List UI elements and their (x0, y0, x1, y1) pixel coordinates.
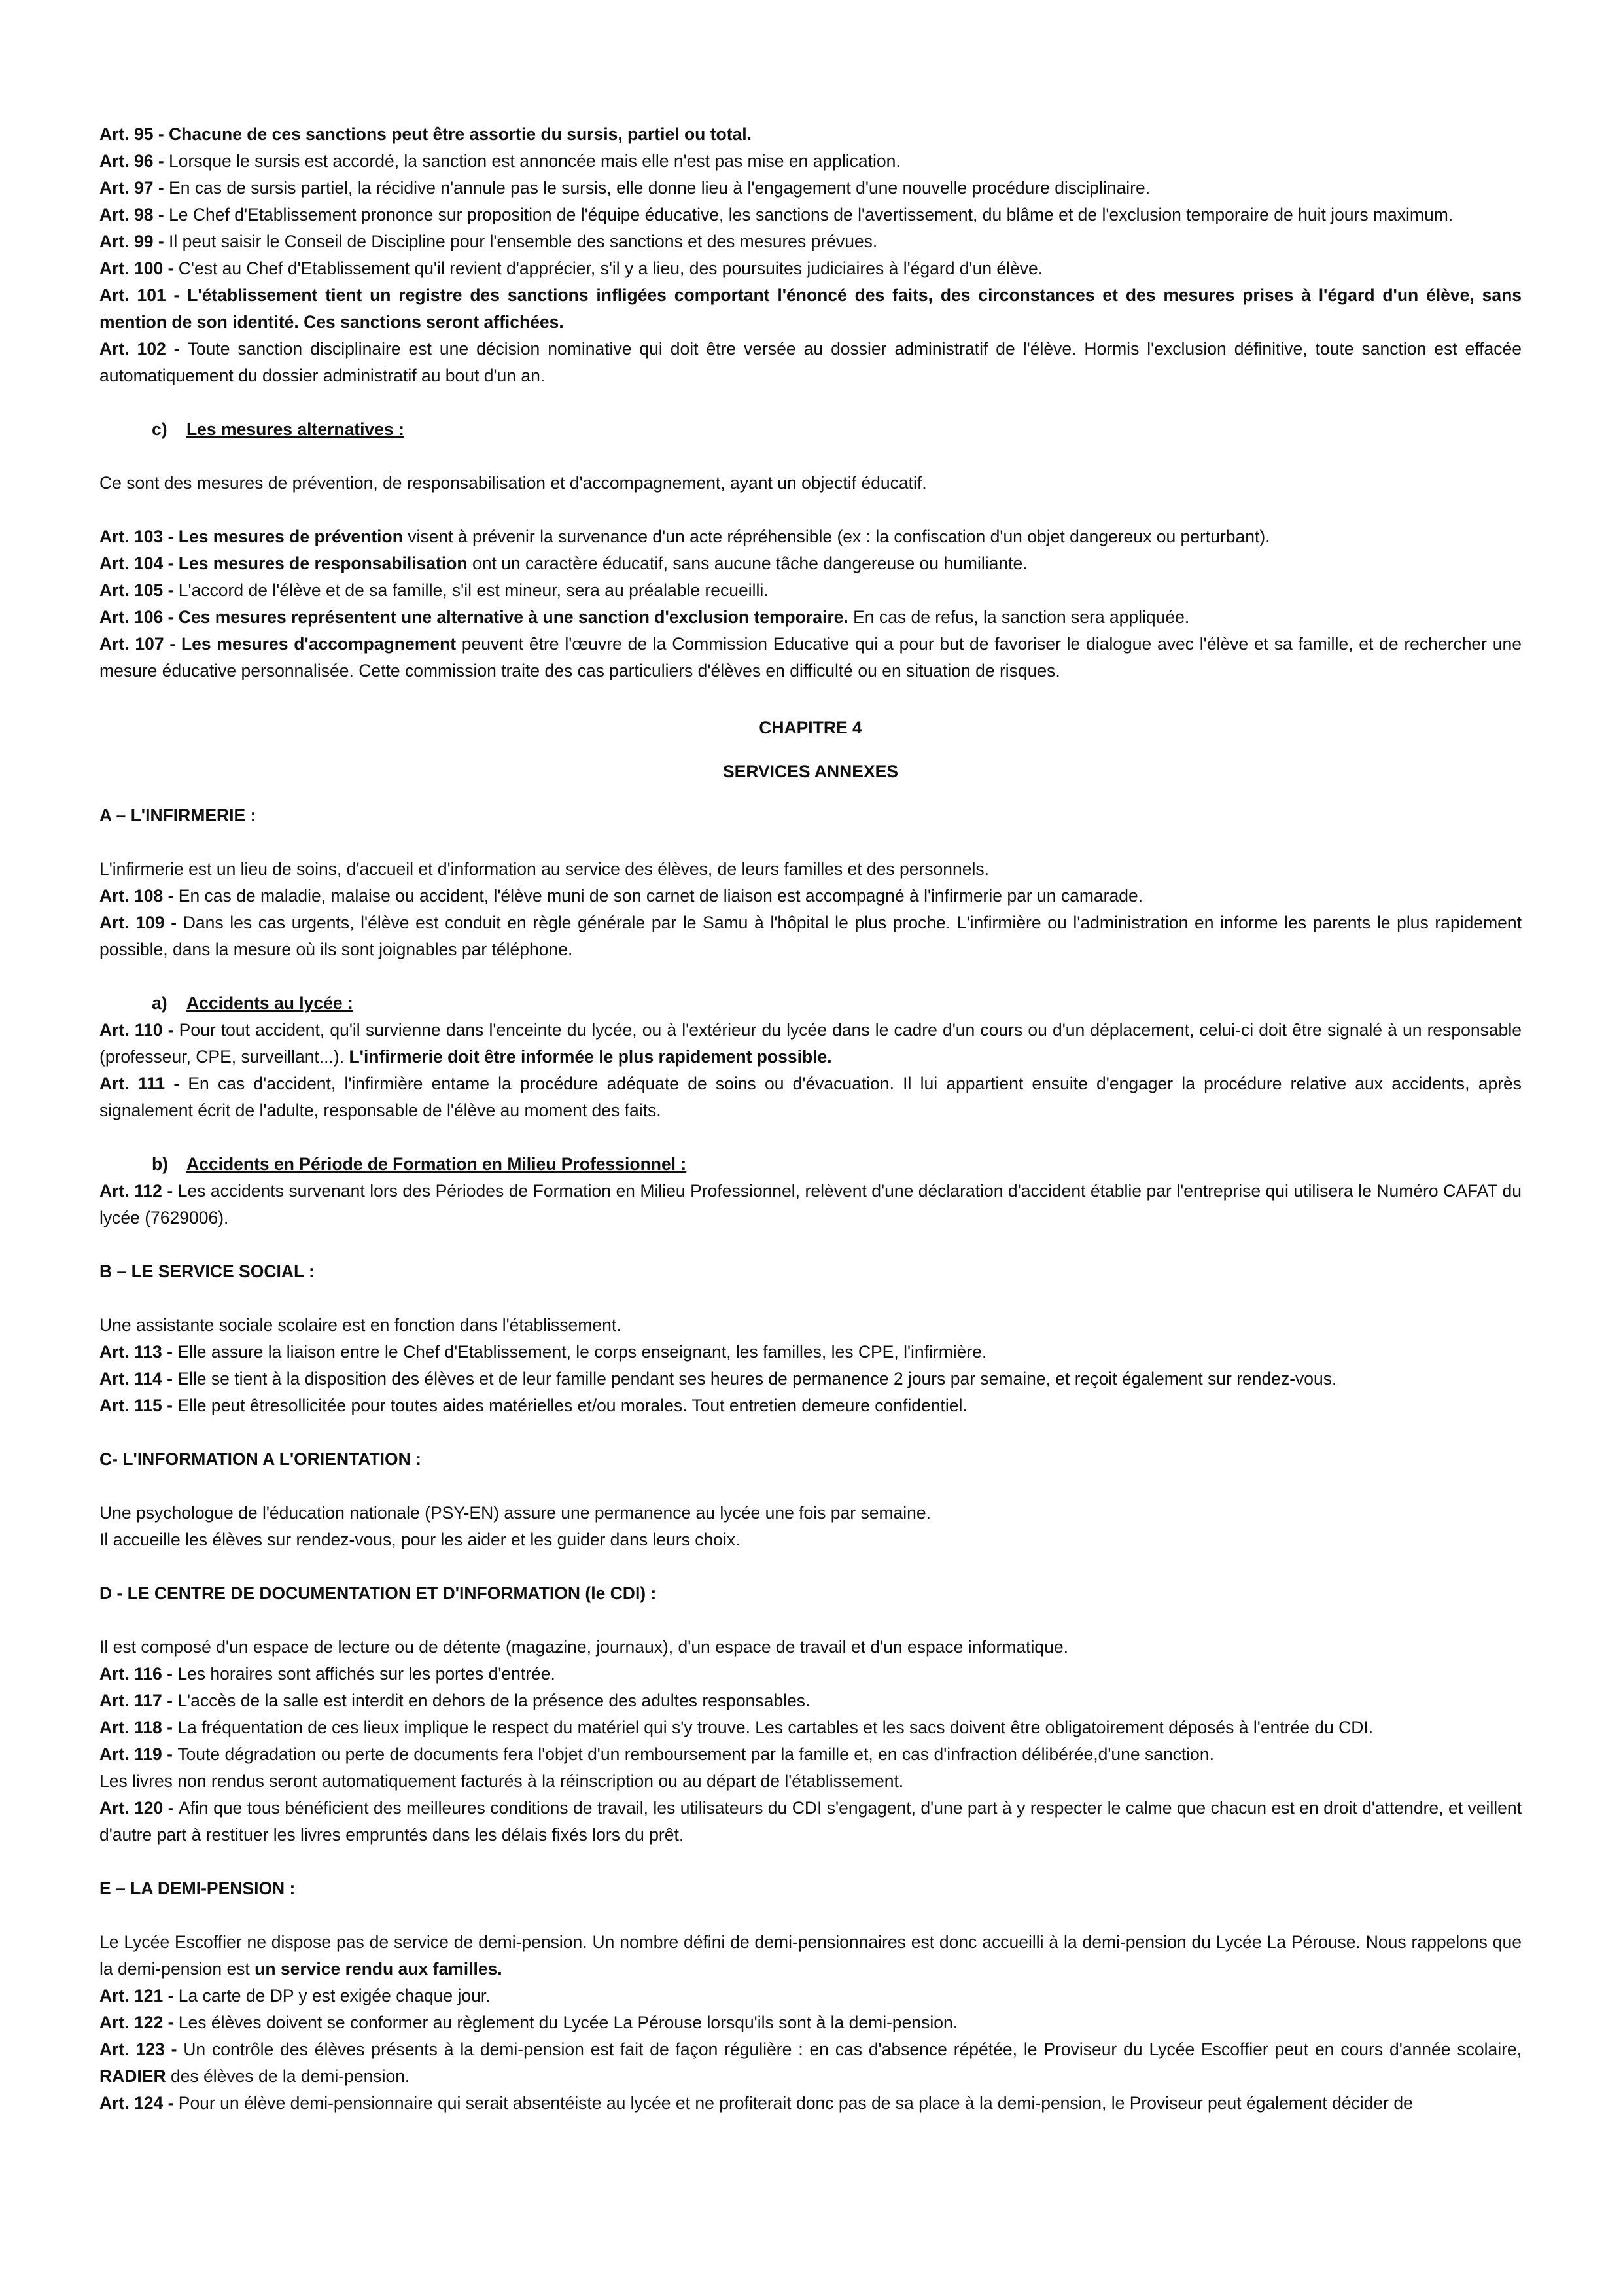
article-120: Art. 120 - Afin que tous bénéficient des meilleures conditions de travail, les utilisateurs du CDI s'engagent, d'une part à y respecter le calme que chacun est en droit d'attendre, et veillent d'autre part à restituer les livres empruntés dans les délais fixés lors du prêt. (99, 1798, 1522, 1845)
article-99: Art. 99 - Il peut saisir le Conseil de Discipline pour l'ensemble des sanctions et des mesures prévues. (99, 232, 878, 251)
article-109: Art. 109 - Dans les cas urgents, l'élève est conduit en règle générale par le Samu à l'hôpital le plus proche. L'infirmière ou l'administration en informe les parents le plus rapidement possible, dans la mesure où ils sont joignables par téléphone. (99, 913, 1522, 959)
subsection-c-intro: Ce sont des mesures de prévention, de responsabilisation et d'accompagnement, ayant un objectif éducatif. (99, 473, 927, 493)
article-95: Art. 95 - Chacune de ces sanctions peut être assortie du sursis, partiel ou total. (99, 124, 752, 144)
article-124: Art. 124 - Pour un élève demi-pensionnaire qui serait absentéiste au lycée et ne profiterait donc pas de sa place à la demi-pension, le Proviseur peut également décider de (99, 2093, 1413, 2113)
section-e-title: E – LA DEMI-PENSION : (99, 1879, 296, 1898)
section-d-note: Les livres non rendus seront automatiquement facturés à la réinscription ou au départ de l'établissement. (99, 1771, 904, 1791)
article-119: Art. 119 - Toute dégradation ou perte de documents fera l'objet d'un remboursement par la famille et, en cas d'infraction délibérée,d'une sanction. (99, 1744, 1215, 1764)
subsection-c-heading: c) Les mesures alternatives : (152, 419, 404, 439)
section-a-intro: L'infirmerie est un lieu de soins, d'accueil et d'information au service des élèves, de leurs familles et des personnels. (99, 859, 990, 879)
document-page (99, 121, 1522, 2117)
article-108: Art. 108 - En cas de maladie, malaise ou accident, l'élève muni de son carnet de liaison est accompagné à l'infirmerie par un camarade. (99, 886, 1143, 906)
article-117: Art. 117 - L'accès de la salle est interdit en dehors de la présence des adultes responsables. (99, 1691, 811, 1710)
section-c-line-2: Il accueille les élèves sur rendez-vous, pour les aider et les guider dans leurs choix. (99, 1530, 741, 1549)
section-d-title: D - LE CENTRE DE DOCUMENTATION ET D'INFORMATION (le CDI) : (99, 1583, 657, 1603)
article-100: Art. 100 - C'est au Chef d'Etablissement qu'il revient d'apprécier, s'il y a lieu, des poursuites judiciaires à l'égard d'un élève. (99, 258, 1043, 278)
article-118: Art. 118 - La fréquentation de ces lieux implique le respect du matériel qui s'y trouve. Les cartables et les sacs doivent être obligatoirement déposés à l'entrée du CDI. (99, 1718, 1374, 1737)
article-98: Art. 98 - Le Chef d'Etablissement prononce sur proposition de l'équipe éducative, les sanctions de l'avertissement, du blâme et de l'exclusion temporaire de huit jours maximum. (99, 205, 1454, 224)
article-102: Art. 102 - Toute sanction disciplinaire est une décision nominative qui doit être versée au dossier administratif de l'élève. Hormis l'exclusion définitive, toute sanction est effacée automatiquement du dossier administratif au bout d'un an. (99, 339, 1522, 385)
article-111: Art. 111 - En cas d'accident, l'infirmière entame la procédure adéquate de soins ou d'évacuation. Il lui appartient ensuite d'engager la procédure relative aux accidents, après signalement écrit de l'adulte, responsable de l'élève au moment des faits. (99, 1074, 1522, 1120)
article-112: Art. 112 - Les accidents survenant lors des Périodes de Formation en Milieu Professionnel, relèvent d'une déclaration d'accident établie par l'entreprise qui utilisera le Numéro CAFAT du lycée (7629006). (99, 1181, 1522, 1227)
section-e-intro: Le Lycée Escoffier ne dispose pas de service de demi-pension. Un nombre défini de demi-pensionnaires est donc accueilli à la demi-pension du Lycée La Pérouse. Nous rappelons que la demi-pension est un service rendu aux familles. (99, 1932, 1522, 1979)
chapter-title: SERVICES ANNEXES (722, 762, 899, 781)
subsection-a-heading: a) Accidents au lycée : (152, 993, 353, 1013)
section-d-intro: Il est composé d'un espace de lecture ou de détente (magazine, journaux), d'un espace de travail et d'un espace informatique. (99, 1637, 1068, 1657)
subsection-b-heading: b) Accidents en Période de Formation en Milieu Professionnel : (152, 1154, 687, 1174)
section-a-title: A – L'INFIRMERIE : (99, 805, 256, 825)
article-106: Art. 106 - Ces mesures représentent une alternative à une sanction d'exclusion temporaire. En cas de refus, la sanction sera appliquée. (99, 607, 1190, 627)
article-105: Art. 105 - L'accord de l'élève et de sa famille, s'il est mineur, sera au préalable recueilli. (99, 580, 769, 600)
article-115: Art. 115 - Elle peut êtresollicitée pour toutes aides matérielles et/ou morales. Tout entretien demeure confidentiel. (99, 1396, 968, 1415)
article-123: Art. 123 - Un contrôle des élèves présents à la demi-pension est fait de façon régulière : en cas d'absence répétée, le Proviseur du Lycée Escoffier peut en cours d'année scolaire, RADIER des élèves de la demi-pension. (99, 2040, 1522, 2086)
article-96: Art. 96 - Lorsque le sursis est accordé, la sanction est annoncée mais elle n'est pas mise en application. (99, 151, 901, 171)
article-101: Art. 101 - L'établissement tient un registre des sanctions infligées comportant l'énoncé des faits, des circonstances et des mesures prises à l'égard d'un élève, sans mention de son identité. Ces sanctions seront affichées. (99, 285, 1522, 332)
article-116: Art. 116 - Les horaires sont affichés sur les portes d'entrée. (99, 1664, 555, 1684)
article-110: Art. 110 - Pour tout accident, qu'il survienne dans l'enceinte du lycée, ou à l'extérieur du lycée dans le cadre d'un cours ou d'un déplacement, celui-ci doit être signalé à un responsable (professeur, CPE, surveillant...). L'infirmerie doit être informée le plus rapidement possible. (99, 1020, 1522, 1067)
chapter-number: CHAPITRE 4 (759, 718, 862, 737)
section-c-title: C- L'INFORMATION A L'ORIENTATION : (99, 1449, 421, 1469)
article-107: Art. 107 - Les mesures d'accompagnement peuvent être l'œuvre de la Commission Educative qui a pour but de favoriser le dialogue avec l'élève et sa famille, et de rechercher une mesure éducative personnalisée. Cette commission traite des cas particuliers d'élèves en difficulté ou en situation de risques. (99, 634, 1522, 680)
section-c-line-1: Une psychologue de l'éducation nationale (PSY-EN) assure une permanence au lycée une fois par semaine. (99, 1503, 931, 1523)
article-113: Art. 113 - Elle assure la liaison entre le Chef d'Etablissement, le corps enseignant, les familles, les CPE, l'infirmière. (99, 1342, 987, 1362)
article-104: Art. 104 - Les mesures de responsabilisation ont un caractère éducatif, sans aucune tâche dangereuse ou humiliante. (99, 554, 1028, 573)
section-b-intro: Une assistante sociale scolaire est en fonction dans l'établissement. (99, 1315, 621, 1335)
article-121: Art. 121 - La carte de DP y est exigée chaque jour. (99, 1986, 491, 2005)
article-114: Art. 114 - Elle se tient à la disposition des élèves et de leur famille pendant ses heures de permanence 2 jours par semaine, et reçoit également sur rendez-vous. (99, 1369, 1337, 1388)
section-b-title: B – LE SERVICE SOCIAL : (99, 1262, 315, 1281)
article-97: Art. 97 - En cas de sursis partiel, la récidive n'annule pas le sursis, elle donne lieu à l'engagement d'une nouvelle procédure disciplinaire. (99, 178, 1151, 198)
article-122: Art. 122 - Les élèves doivent se conformer au règlement du Lycée La Pérouse lorsqu'ils sont à la demi-pension. (99, 2013, 958, 2032)
article-103: Art. 103 - Les mesures de prévention visent à prévenir la survenance d'un acte répréhensible (ex : la confiscation d'un objet dangereux ou perturbant). (99, 527, 1270, 546)
